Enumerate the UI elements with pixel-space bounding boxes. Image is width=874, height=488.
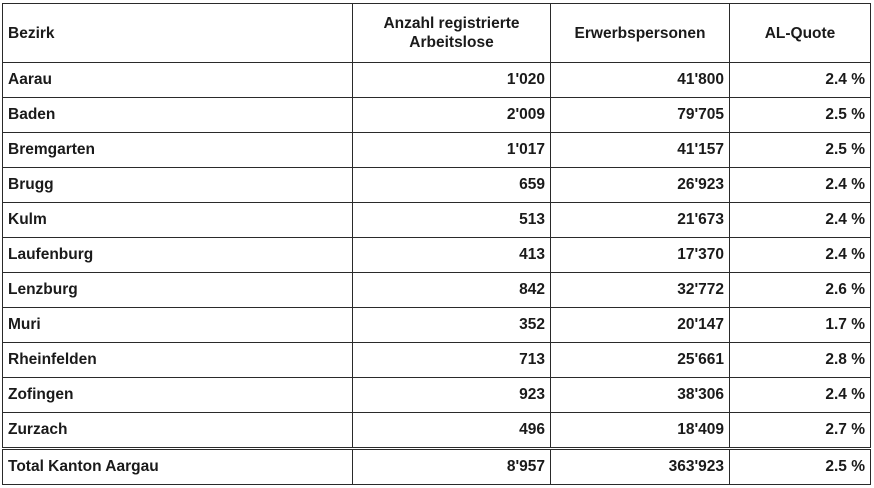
cell-labour-force: 41'157	[551, 133, 730, 168]
table-row	[3, 238, 871, 273]
header-unemployed	[353, 4, 551, 63]
cell-rate: 2.5 %	[730, 133, 871, 168]
cell-unemployed: 659	[353, 168, 551, 203]
table-row	[3, 273, 871, 308]
cell-labour-force: 26'923	[551, 168, 730, 203]
total-labour-force: 363'923	[551, 449, 730, 485]
cell-unemployed: 352	[353, 308, 551, 343]
cell-district: Aarau	[3, 63, 353, 98]
cell-rate: 2.4 %	[730, 203, 871, 238]
cell-district: Bremgarten	[3, 133, 353, 168]
header-labour-force: Erwerbspersonen	[551, 4, 730, 63]
total-rate: 2.5 %	[730, 449, 871, 485]
cell-unemployed: 413	[353, 238, 551, 273]
total-row	[3, 449, 871, 485]
cell-unemployed: 713	[353, 343, 551, 378]
cell-labour-force: 18'409	[551, 413, 730, 449]
cell-unemployed: 513	[353, 203, 551, 238]
table-row	[3, 413, 871, 449]
cell-labour-force: 41'800	[551, 63, 730, 98]
table-row	[3, 63, 871, 98]
cell-district: Lenzburg	[3, 273, 353, 308]
cell-rate: 2.7 %	[730, 413, 871, 449]
cell-district: Baden	[3, 98, 353, 133]
cell-labour-force: 17'370	[551, 238, 730, 273]
cell-labour-force: 79'705	[551, 98, 730, 133]
cell-district: Brugg	[3, 168, 353, 203]
cell-district: Zofingen	[3, 378, 353, 413]
header-row	[3, 4, 871, 63]
cell-labour-force: 21'673	[551, 203, 730, 238]
cell-unemployed: 2'009	[353, 98, 551, 133]
total-district: Total Kanton Aargau	[3, 449, 353, 485]
table-row	[3, 378, 871, 413]
table-row	[3, 203, 871, 238]
unemployment-table-container	[2, 3, 870, 485]
cell-rate: 2.4 %	[730, 168, 871, 203]
header-unemployed-line2: Arbeitslose	[409, 34, 494, 51]
table-row	[3, 133, 871, 168]
cell-rate: 2.4 %	[730, 378, 871, 413]
cell-labour-force: 38'306	[551, 378, 730, 413]
cell-rate: 2.4 %	[730, 238, 871, 273]
cell-unemployed: 842	[353, 273, 551, 308]
cell-rate: 2.5 %	[730, 98, 871, 133]
table-row	[3, 343, 871, 378]
cell-unemployed: 1'020	[353, 63, 551, 98]
table-row	[3, 168, 871, 203]
cell-district: Kulm	[3, 203, 353, 238]
cell-labour-force: 20'147	[551, 308, 730, 343]
cell-rate: 2.4 %	[730, 63, 871, 98]
header-unemployed-line1: Anzahl registrierte	[383, 15, 520, 32]
cell-labour-force: 25'661	[551, 343, 730, 378]
cell-district: Muri	[3, 308, 353, 343]
cell-unemployed: 923	[353, 378, 551, 413]
unemployment-table	[2, 3, 871, 485]
table-row	[3, 308, 871, 343]
header-rate: AL-Quote	[730, 4, 871, 63]
cell-rate: 1.7 %	[730, 308, 871, 343]
header-district: Bezirk	[3, 4, 353, 63]
cell-unemployed: 496	[353, 413, 551, 449]
cell-district: Rheinfelden	[3, 343, 353, 378]
cell-labour-force: 32'772	[551, 273, 730, 308]
cell-district: Laufenburg	[3, 238, 353, 273]
total-unemployed: 8'957	[353, 449, 551, 485]
cell-rate: 2.6 %	[730, 273, 871, 308]
cell-unemployed: 1'017	[353, 133, 551, 168]
cell-rate: 2.8 %	[730, 343, 871, 378]
table-row	[3, 98, 871, 133]
cell-district: Zurzach	[3, 413, 353, 449]
